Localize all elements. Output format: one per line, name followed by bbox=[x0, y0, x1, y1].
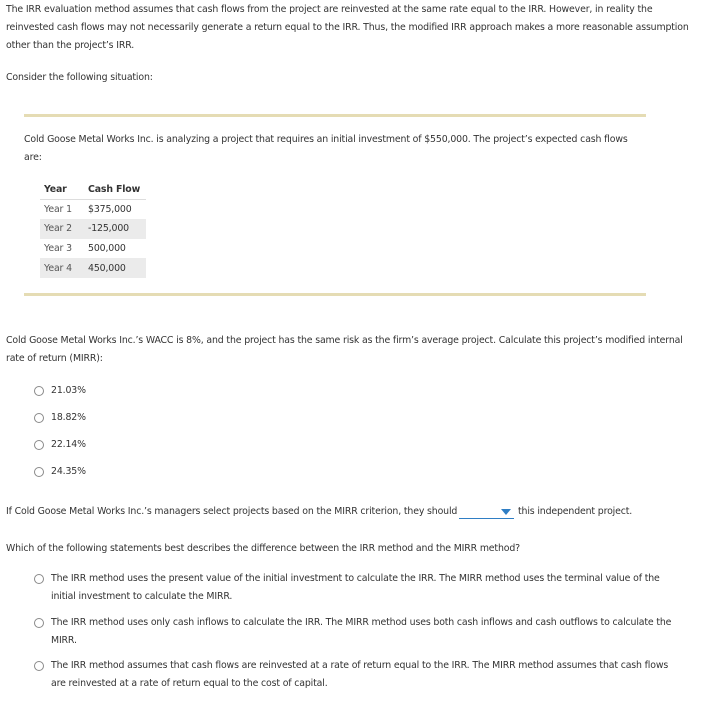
bottom-divider bbox=[24, 293, 646, 296]
chevron-down-icon[interactable] bbox=[501, 509, 511, 515]
column-header-cash-flow: Cash Flow bbox=[84, 180, 146, 200]
method-option-2[interactable] bbox=[34, 614, 684, 650]
table-cell-cash-flow: -125,000 bbox=[84, 219, 146, 239]
top-divider bbox=[24, 114, 646, 117]
table-cell-cash-flow: 450,000 bbox=[84, 258, 146, 278]
method-option-1[interactable] bbox=[34, 570, 674, 606]
table-cell-year: Year 3 bbox=[44, 243, 72, 255]
table-cell-year: Year 2 bbox=[40, 219, 84, 239]
table-row bbox=[40, 219, 146, 239]
mirr-option-4[interactable] bbox=[34, 463, 86, 481]
option-label: 22.14% bbox=[51, 439, 86, 450]
radio-button-icon[interactable] bbox=[34, 440, 44, 450]
decision-prompt-before: If Cold Goose Metal Works Inc.’s managers select projects based on the MIRR criterion, they should bbox=[6, 506, 458, 517]
mirr-option-3[interactable] bbox=[34, 436, 86, 454]
table-row bbox=[40, 258, 146, 278]
table-header-row bbox=[40, 180, 146, 200]
intro-paragraph: The IRR evaluation method assumes that cash flows from the project are reinvested at the same rate equal to the IRR. However, in reality the reinvested cash flows may not necessarily generate a return equal to the IRR. Thus, the modified IRR approach makes a more reasonable assumption other than the project’s IRR. bbox=[6, 4, 689, 51]
table-row bbox=[40, 239, 146, 259]
option-label: 24.35% bbox=[51, 466, 86, 477]
method-option-3[interactable] bbox=[34, 657, 684, 693]
radio-button-icon[interactable] bbox=[34, 574, 44, 584]
option-label: The IRR method assumes that cash flows are reinvested at a rate of return equal to the IRR. The MIRR method assumes that cash flows are reinvested at a rate of return equal to the cost of capital. bbox=[51, 660, 669, 689]
option-label: The IRR method uses the present value of the initial investment to calculate the IRR. The MIRR method uses the terminal value of the initial investment to calculate the MIRR. bbox=[51, 573, 660, 602]
column-header-year: Year bbox=[40, 180, 84, 200]
mirr-question-prompt: Cold Goose Metal Works Inc.’s WACC is 8%, and the project has the same risk as the firm’s average project. Calculate this project’s modified internal rate of return (MIRR): bbox=[6, 335, 683, 364]
option-label: 18.82% bbox=[51, 412, 86, 423]
decision-prompt-after: this independent project. bbox=[518, 506, 633, 517]
table-row bbox=[40, 200, 146, 220]
radio-button-icon[interactable] bbox=[34, 661, 44, 671]
radio-button-icon[interactable] bbox=[34, 386, 44, 396]
scenario-text: Cold Goose Metal Works Inc. is analyzing a project that requires an initial investment of $550,000. The project’s expected cash flows are: bbox=[24, 134, 628, 163]
radio-button-icon[interactable] bbox=[34, 467, 44, 477]
mirr-option-2[interactable] bbox=[34, 409, 86, 427]
consider-text: Consider the following situation: bbox=[6, 72, 153, 83]
option-label: The IRR method uses only cash inflows to calculate the IRR. The MIRR method uses both cash inflows and cash outflows to calculate the MIRR. bbox=[51, 617, 672, 646]
radio-button-icon[interactable] bbox=[34, 618, 44, 628]
cash-flow-table bbox=[40, 180, 146, 278]
method-question-prompt: Which of the following statements best describes the difference between the IRR method and the MIRR method? bbox=[6, 543, 520, 554]
table-cell-cash-flow: $375,000 bbox=[88, 204, 132, 216]
table-cell-year: Year 1 bbox=[44, 204, 72, 216]
table-cell-year: Year 4 bbox=[40, 258, 84, 278]
option-label: 21.03% bbox=[51, 385, 86, 396]
mirr-option-1[interactable] bbox=[34, 382, 86, 400]
table-cell-cash-flow: 500,000 bbox=[88, 243, 126, 255]
radio-button-icon[interactable] bbox=[34, 413, 44, 423]
decision-dropdown[interactable] bbox=[459, 505, 514, 519]
